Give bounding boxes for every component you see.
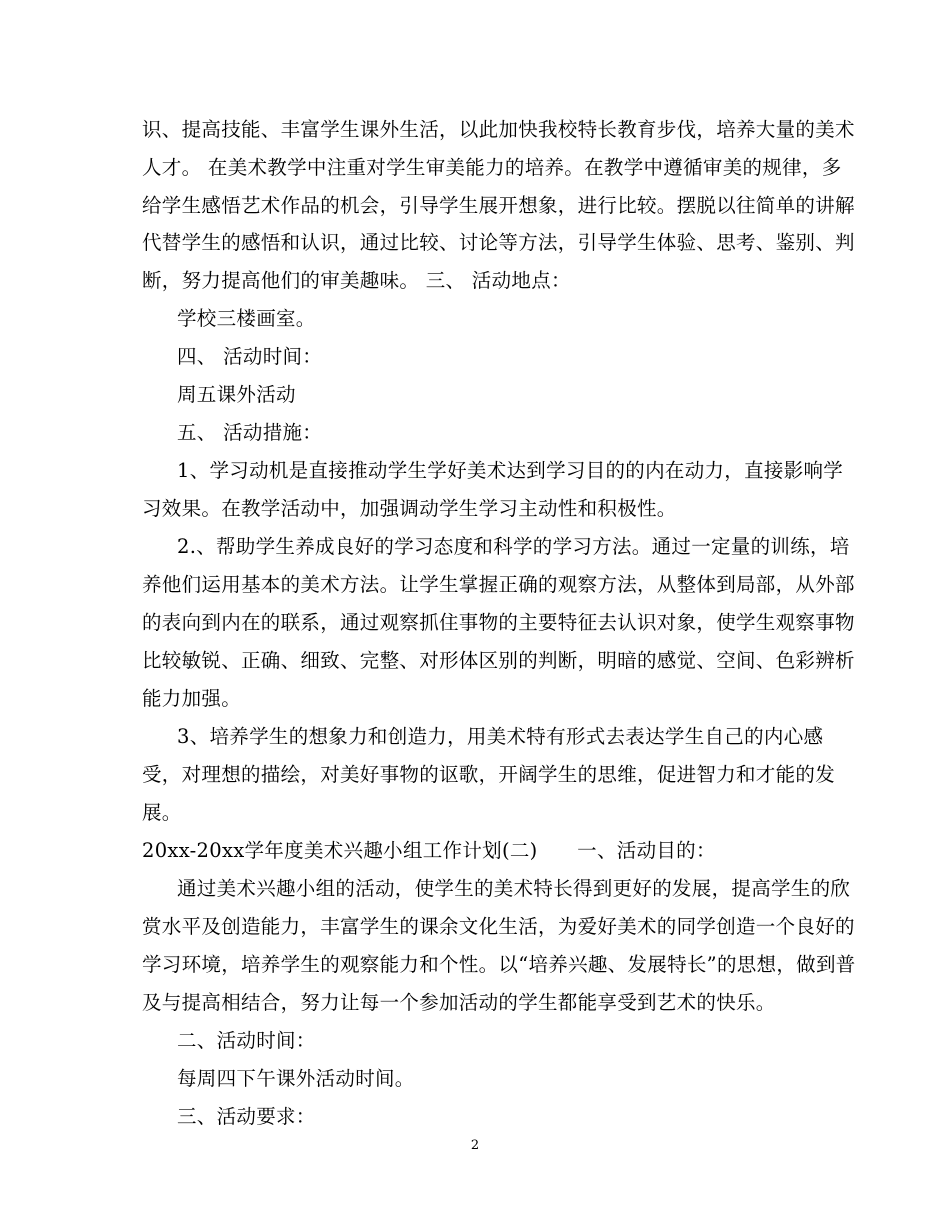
measure-2-text: 能力加强。	[142, 687, 242, 710]
measure-1-text: 习效果。在教学活动中，加强调动学生学习主动性和积极性。	[142, 497, 677, 520]
section-heading: 三、活动要求：	[177, 1105, 316, 1128]
page-number: 2	[470, 1138, 480, 1153]
measure-2-text: 比较敏锐、正确、细致、完整、对形体区别的判断，明暗的感觉、空间、色彩辨析	[142, 649, 855, 672]
section-heading: 四、 活动时间：	[177, 345, 323, 368]
measure-3-text: 3、培养学生的想象力和创造力，用美术特有形式去表达学生自己的内心感	[177, 725, 824, 748]
section-heading: 二、活动时间：	[177, 1029, 316, 1052]
measure-3-text: 展。	[142, 801, 182, 824]
purpose-text: 通过美术兴趣小组的活动，使学生的美术特长得到更好的发展，提高学生的欣	[177, 877, 851, 900]
section-heading: 五、 活动措施：	[177, 421, 323, 444]
location-text: 学校三楼画室。	[177, 307, 316, 330]
measure-3-text: 受，对理想的描绘，对美好事物的讴歌，开阔学生的思维，促进智力和才能的发	[142, 763, 836, 786]
purpose-text: 赏水平及创造能力，丰富学生的课余文化生活，为爱好美术的同学创造一个良好的	[142, 915, 855, 938]
body-text-line: 代替学生的感悟和认识，通过比较、讨论等方法，引导学生体验、思考、鉴别、判	[142, 231, 855, 254]
measure-2-text: 的表向到内在的联系，通过观察抓住事物的主要特征去认识对象，使学生观察事物	[142, 611, 855, 634]
measure-1-text: 1、学习动机是直接推动学生学好美术达到学习目的的内在动力，直接影响学	[177, 459, 844, 482]
body-text-line: 断，努力提高他们的审美趣味。 三、 活动地点：	[142, 269, 571, 292]
purpose-text: 学习环境，培养学生的观察能力和个性。以“培养兴趣、发展特长”的思想，做到普	[142, 953, 856, 976]
body-text-line: 给学生感悟艺术作品的机会，引导学生展开想象，进行比较。摆脱以往简单的讲解	[142, 194, 855, 217]
measure-2-text: 养他们运用基本的美术方法。让学生掌握正确的观察方法，从整体到局部，从外部	[142, 573, 855, 596]
time-text: 周五课外活动	[177, 383, 296, 406]
body-text-line: 识、提高技能、丰富学生课外生活，以此加快我校特长教育步伐，培养大量的美术	[142, 118, 855, 141]
body-text-line: 人才。 在美术教学中注重对学生审美能力的培养。在教学中遵循审美的规律，多	[142, 156, 842, 179]
purpose-text: 及与提高相结合，努力让每一个参加活动的学生都能享受到艺术的快乐。	[142, 991, 776, 1014]
plan-title-line: 20xx-20xx学年度美术兴趣小组工作计划(二) 一、活动目的：	[142, 839, 716, 862]
measure-2-text: 2.、帮助学生养成良好的学习态度和科学的学习方法。通过一定量的训练，培	[177, 535, 850, 558]
time-text: 每周四下午课外活动时间。	[177, 1067, 415, 1090]
